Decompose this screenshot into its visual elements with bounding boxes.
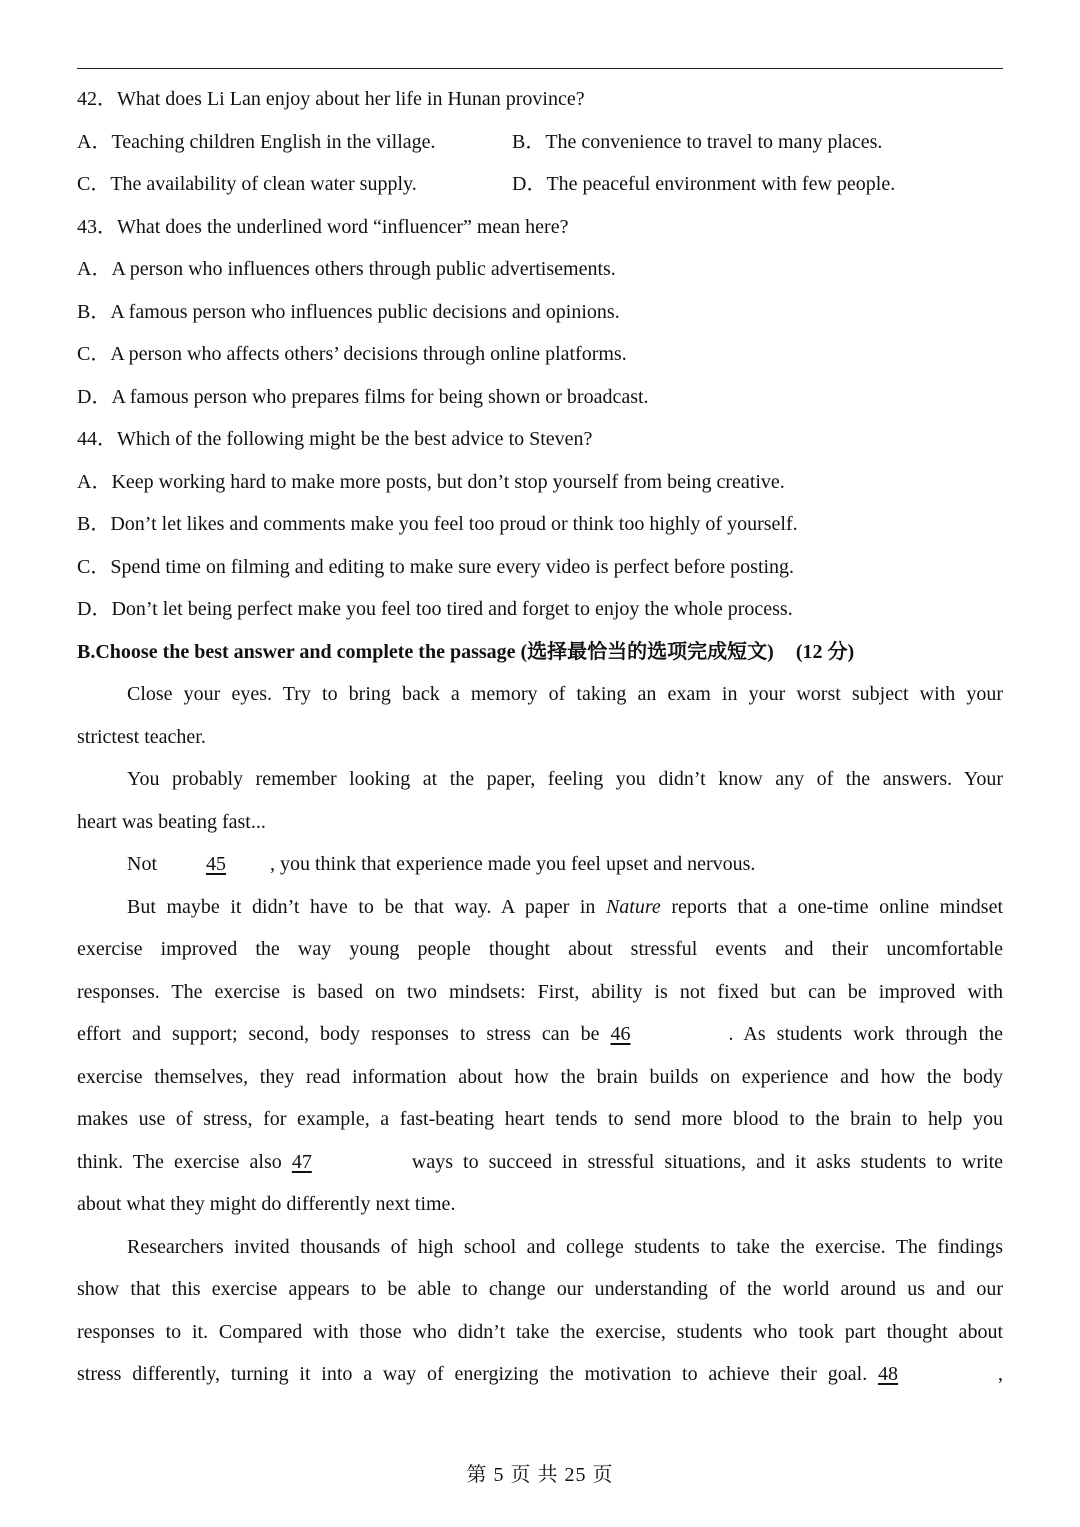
blank-45: 45 bbox=[206, 853, 226, 875]
p4-l1-after: reports that a one-time online mindset bbox=[660, 895, 1003, 918]
blank-46: 46 bbox=[610, 1023, 631, 1045]
page-content bbox=[77, 78, 1003, 1396]
passage-p1-line-2: strictest teacher. bbox=[77, 725, 206, 748]
passage-p4-line-2: exercise improved the way young people thought about stressful events and their uncomfortable bbox=[77, 938, 1003, 960]
nature-journal-title: Nature bbox=[605, 895, 661, 918]
passage-p4-line-6: makes use of stress, for example, a fast-beating heart tends to send more blood to the brain to help you bbox=[77, 1108, 1003, 1130]
option-44-c: C．Spend time on filming and editing to make sure every video is perfect before posting. bbox=[77, 555, 795, 578]
section-b-points: (12 分) bbox=[795, 640, 855, 663]
page-number-footer: 第 5 页 共 25 页 bbox=[466, 1464, 614, 1486]
option-42-b: B．The convenience to travel to many places. bbox=[512, 130, 883, 153]
option-44-b: B．Don’t let likes and comments make you feel too proud or think too highly of yourself. bbox=[77, 513, 798, 535]
p4-l4-after: . As students work through the bbox=[728, 1023, 1003, 1045]
passage-p2-line-2: heart was beating fast... bbox=[77, 810, 266, 833]
passage-p4-line-5: exercise themselves, they read information about how the brain builds on experience and how the body bbox=[77, 1065, 1003, 1088]
passage-p5-line-3: responses to it. Compared with those who didn’t take the exercise, students who took part thought about bbox=[77, 1320, 1003, 1343]
question-42-options-row-1 bbox=[77, 121, 1003, 164]
passage-p5-line-1: Researchers invited thousands of high school and college students to take the exercise. The findings bbox=[127, 1235, 1003, 1258]
option-44-a: A．Keep working hard to make more posts, but don’t stop yourself from being creative. bbox=[77, 470, 785, 493]
header-rule bbox=[77, 68, 1003, 69]
passage-p4-line-1 bbox=[77, 886, 1003, 929]
question-43-stem: 43．What does the underlined word “influencer” mean here? bbox=[77, 215, 569, 238]
option-43-c: C．A person who affects others’ decisions through online platforms. bbox=[77, 343, 627, 365]
passage-p1-line-1: Close your eyes. Try to bring back a memory of taking an exam in your worst subject with your bbox=[127, 683, 1003, 705]
passage-p5-line-4 bbox=[77, 1353, 1003, 1396]
option-43-b: B．A famous person who influences public decisions and opinions. bbox=[77, 300, 620, 323]
p5-l4-before: stress differently, turning it into a way of energizing the motivation to achieve their goal. bbox=[77, 1363, 878, 1385]
p3-text-after: , you think that experience made you feel upset and nervous. bbox=[270, 853, 756, 875]
question-44-stem: 44．Which of the following might be the best advice to Steven? bbox=[77, 428, 593, 450]
p5-l4-after: , bbox=[998, 1363, 1003, 1385]
option-42-c: C．The availability of clean water supply. bbox=[77, 173, 417, 195]
passage-p3-line-1 bbox=[77, 843, 1003, 886]
question-42-stem: 42．What does Li Lan enjoy about her life in Hunan province? bbox=[77, 88, 585, 110]
section-b-heading bbox=[77, 631, 1003, 674]
p4-l7-before: think. The exercise also bbox=[77, 1150, 292, 1173]
option-44-d: D．Don’t let being perfect make you feel too tired and forget to enjoy the whole process. bbox=[77, 598, 793, 620]
passage-p2-line-1: You probably remember looking at the paper, feeling you didn’t know any of the answers. Your bbox=[127, 768, 1003, 790]
option-43-d: D．A famous person who prepares films for being shown or broadcast. bbox=[77, 385, 649, 408]
p3-text-before: Not bbox=[127, 853, 162, 875]
passage-p4-line-7 bbox=[77, 1141, 1003, 1184]
option-43-a: A．A person who influences others through public advertisements. bbox=[77, 258, 616, 280]
option-42-d: D．The peaceful environment with few people. bbox=[512, 173, 896, 195]
blank-47: 47 bbox=[291, 1150, 312, 1173]
blank-48: 48 bbox=[878, 1363, 898, 1385]
passage-p5-line-2: show that this exercise appears to be able to change our understanding of the world around us and our bbox=[77, 1278, 1003, 1300]
passage-p4-line-8: about what they might do differently next time. bbox=[77, 1193, 456, 1215]
p4-l7-after: ways to succeed in stressful situations, and it asks students to write bbox=[411, 1150, 1003, 1173]
section-b-title: B.Choose the best answer and complete the passage (选择最恰当的选项完成短文) bbox=[77, 640, 774, 663]
option-42-a: A．Teaching children English in the village. bbox=[77, 130, 436, 153]
passage-p4-line-4 bbox=[77, 1013, 1003, 1056]
p4-l4-before: effort and support; second, body responses to stress can be bbox=[77, 1023, 611, 1045]
question-42-options-row-2 bbox=[77, 163, 1003, 206]
passage-p4-line-3: responses. The exercise is based on two mindsets: First, ability is not fixed but can be improved with bbox=[77, 980, 1003, 1003]
p4-l1-before: But maybe it didn’t have to be that way. A paper in bbox=[127, 895, 606, 918]
